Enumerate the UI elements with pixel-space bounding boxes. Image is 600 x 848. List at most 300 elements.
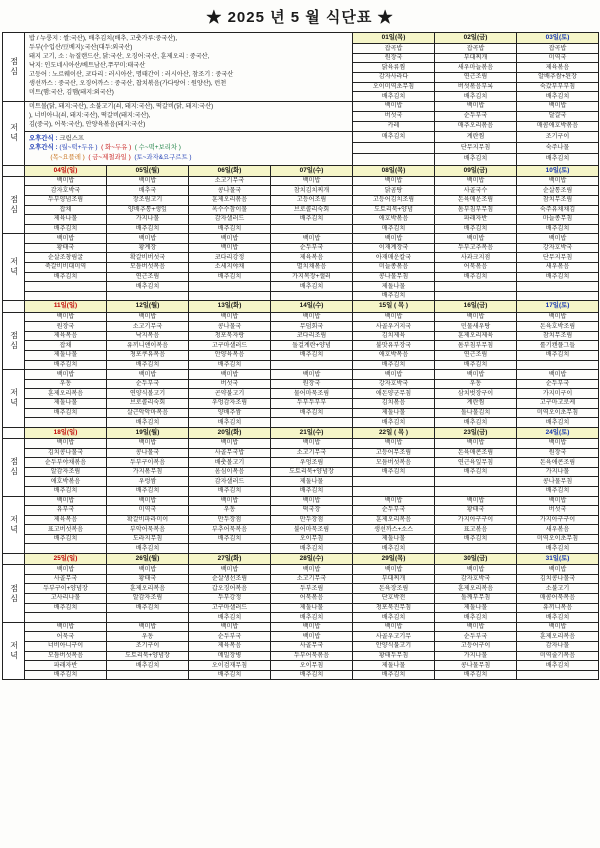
menu-cell: 백미밥 xyxy=(517,496,599,506)
menu-cell: 가지미구이 xyxy=(517,389,599,399)
menu-cell: 배추김치 xyxy=(517,544,599,554)
menu-cell: 살근악악마복음 xyxy=(107,408,189,418)
menu-cell: 백미밥 xyxy=(25,234,107,244)
menu-cell: 배추김치 xyxy=(107,224,189,234)
menu-cell: 배추김치 xyxy=(189,224,271,234)
date-header: 25일(일) xyxy=(25,554,107,565)
menu-cell: 모듬버섯복음 xyxy=(107,263,189,273)
menu-cell: 연양식볼고기 xyxy=(107,389,189,399)
menu-cell: 황태국 xyxy=(25,243,107,253)
menu-cell: 사골무국 xyxy=(271,642,353,652)
menu-cell: 배추김치 xyxy=(435,224,517,234)
menu-cell: 배추김치 xyxy=(353,92,435,102)
menu-cell: 어묵국 xyxy=(25,632,107,642)
menu-cell: 배추김치 xyxy=(25,272,107,282)
menu-cell: 돔부침부무침 xyxy=(435,205,517,215)
menu-cell: 제돌나물 xyxy=(353,282,435,292)
menu-cell: 순살통조림 xyxy=(517,186,599,196)
menu-cell: 두부구이+양념장 xyxy=(25,584,107,594)
menu-cell: 백미밥 xyxy=(25,622,107,632)
menu-cell: 제둘나물 xyxy=(25,351,107,361)
menu-cell: 새우볶음 xyxy=(517,525,599,535)
menu-cell: 어묵볶음 xyxy=(435,263,517,273)
row-label-lunch: 점심 xyxy=(3,438,25,496)
menu-cell: 배추김치 xyxy=(435,360,517,370)
menu-cell: 감자호박국 xyxy=(435,574,517,584)
menu-cell: 원장국 xyxy=(353,53,435,63)
menu-cell: 참치김치찌개 xyxy=(271,186,353,196)
menu-cell: 백미밥 xyxy=(25,176,107,186)
menu-cell: 백미밥 xyxy=(189,243,271,253)
menu-cell: 배추김치 xyxy=(107,486,189,496)
menu-cell: 제육복음 xyxy=(271,253,353,263)
menu-cell: 백미밥 xyxy=(517,234,599,244)
menu-cell: 매추김치 xyxy=(353,224,435,234)
menu-cell: 가지볶무침 xyxy=(107,467,189,477)
menu-cell: 미역줄기복음 xyxy=(517,651,599,661)
menu-cell: 순두부국 xyxy=(435,111,517,121)
menu-cell: 감자샐러드 xyxy=(189,215,271,225)
menu-cell: 새우마늘볶음 xyxy=(435,63,517,73)
menu-cell: 두부두부부 xyxy=(271,398,353,408)
menu-cell: 만두장점 xyxy=(189,515,271,525)
menu-cell: 도라지무침 xyxy=(107,534,189,544)
spacer-cell xyxy=(3,165,25,176)
allergen-notice-2: 미트볼(닭, 돼지:국산), 소불고기(쇠, 돼지:국산), 떡갈비(닭, 돼지:국산) ), 너비아니(쇠, 돼지:국산), 떡갈비(돼지:국산), 김(중국), 어묵:국산), 안양육볶음(돼지:국산) xyxy=(25,101,353,131)
menu-cell: 배춧볼고기 xyxy=(189,458,271,468)
menu-cell: 백미밥 xyxy=(189,312,271,322)
menu-cell: 황태두무침 xyxy=(353,651,435,661)
menu-cell: 백미밥 xyxy=(435,565,517,575)
date-header: 29일(목) xyxy=(353,554,435,565)
menu-cell: 배추김치 xyxy=(517,418,599,428)
menu-cell: 고등어구이 xyxy=(435,642,517,652)
menu-cell: 백미밥 xyxy=(435,312,517,322)
menu-cell: 우동 xyxy=(107,632,189,642)
menu-cell: 백미밥 xyxy=(435,438,517,448)
menu-cell: 김치볶음 xyxy=(353,398,435,408)
menu-cell: 제둘나물 xyxy=(353,534,435,544)
menu-cell: 닭곰탕 xyxy=(353,186,435,196)
menu-cell: 백미밥 xyxy=(271,438,353,448)
menu-cell: 소고기무국 xyxy=(107,322,189,332)
menu-cell: 배추김치 xyxy=(107,603,189,613)
menu-cell: 원장국 xyxy=(271,379,353,389)
date-header: 18일(일) xyxy=(25,427,107,438)
menu-cell: 백미밥 xyxy=(107,234,189,244)
menu-cell: 배추김치 xyxy=(107,282,189,292)
date-header: 09일(금) xyxy=(435,165,517,176)
date-header: 27일(화) xyxy=(189,554,271,565)
menu-cell: 브로콜리숙회 xyxy=(107,398,189,408)
menu-cell: 부대찌개 xyxy=(353,574,435,584)
menu-cell: 백미밥 xyxy=(107,176,189,186)
menu-cell: 제육나물 xyxy=(25,215,107,225)
menu-cell: 김치콩나물국 xyxy=(517,574,599,584)
spacer-cell xyxy=(3,554,25,565)
menu-cell xyxy=(517,282,599,292)
allergen-notice: 밥 / 누룽지 : 쌀:국산), 배추김치(배추, 고춧가루:중국산), 두부(수입산/豆베지):국산(대두:외국산) 돼지 고기, 소 : 뉴질랜드산, 닭:국산, 오징어:국산, 훈제오리 : 중국산, 낙지: 인도네시아산/베트남산,쭈꾸미:태국산 고등어 : 노르웨이산, 코다리 : 러시아산, 명태간이 : 러시아산, 참조기 : 중국산 생선까스 : 중국산, 오징어까스 : 중국산, 찹치볶음(가다랑어 : 원양산), 런천 미트(햄:국산, 김햄(돼지:외국산) xyxy=(25,33,353,102)
menu-cell: 배추김치 xyxy=(435,467,517,477)
menu-cell xyxy=(435,544,517,554)
menu-cell: 백미밥 xyxy=(353,312,435,322)
menu-cell: 연근조림 xyxy=(107,272,189,282)
menu-cell xyxy=(353,477,435,487)
menu-cell: 두부조림 xyxy=(271,584,353,594)
menu-cell: 알배추쌈+된장 xyxy=(517,72,599,82)
menu-cell: 유끼니복음 xyxy=(517,603,599,613)
menu-cell: 순두부야채볶음 xyxy=(25,458,107,468)
menu-cell: 떡국장 xyxy=(271,506,353,516)
menu-cell: 계란찜 xyxy=(435,398,517,408)
spacer-cell xyxy=(3,427,25,438)
menu-cell: 멸치채볶음 xyxy=(271,263,353,273)
menu-cell: 감자호박국 xyxy=(25,186,107,196)
menu-cell: 배추김치 xyxy=(517,351,599,361)
menu-cell: 오이미역초무침 xyxy=(353,82,435,92)
menu-cell xyxy=(517,670,599,680)
menu-cell xyxy=(517,291,599,301)
menu-cell: 훈제오리복음 xyxy=(107,584,189,594)
menu-cell: 배추김치 xyxy=(271,282,353,292)
menu-cell: 안양육복음 xyxy=(189,351,271,361)
menu-cell: 백미밥 xyxy=(107,622,189,632)
menu-cell: 백미밥 xyxy=(107,565,189,575)
menu-cell: 낙지복음 xyxy=(107,331,189,341)
menu-cell: 배추김치 xyxy=(353,467,435,477)
menu-cell: 순두부국 xyxy=(517,379,599,389)
menu-cell: 배추김치 xyxy=(435,154,517,165)
menu-cell: 버섯국 xyxy=(517,506,599,516)
menu-cell xyxy=(271,224,353,234)
menu-cell: 배추김치 xyxy=(517,613,599,623)
menu-cell: 배추김치 xyxy=(107,360,189,370)
menu-cell: 배추김치 xyxy=(25,408,107,418)
menu-cell xyxy=(189,282,271,292)
menu-cell: 어묵볶음 xyxy=(271,594,353,604)
date-header: 08일(목) xyxy=(353,165,435,176)
menu-cell: 원장국 xyxy=(517,448,599,458)
menu-cell: 순살생선조림 xyxy=(189,574,271,584)
menu-cell: 배추김치 xyxy=(271,486,353,496)
menu-cell: 황태국 xyxy=(435,506,517,516)
menu-cell: 백미밥 xyxy=(189,622,271,632)
menu-cell: 사과크지점 xyxy=(435,253,517,263)
menu-cell: 순두부국 xyxy=(353,506,435,516)
menu-cell: 배추김치 xyxy=(189,613,271,623)
menu-cell: 잡곡밥 xyxy=(353,44,435,54)
menu-cell: 제둘나물 xyxy=(271,477,353,487)
row-label-lunch: 점심 xyxy=(3,565,25,623)
menu-cell: 배추김치 xyxy=(353,418,435,428)
menu-cell: 가지목장+샐러 xyxy=(271,272,353,282)
menu-cell: 순살조창림굴 xyxy=(25,253,107,263)
menu-cell: 배추김치 xyxy=(189,670,271,680)
menu-cell: 부악어묵복음 xyxy=(107,525,189,535)
menu-cell: 배추김치 xyxy=(435,92,517,102)
menu-cell: 파래자반 xyxy=(435,215,517,225)
menu-cell: 백미밥 xyxy=(353,622,435,632)
menu-cell: 버섯국 xyxy=(353,111,435,121)
menu-cell xyxy=(271,291,353,301)
menu-cell xyxy=(271,360,353,370)
menu-cell: 장조림고기 xyxy=(107,195,189,205)
menu-cell: 강자호박국 xyxy=(353,379,435,389)
menu-cell: 우동 xyxy=(25,379,107,389)
menu-cell: 콩나물무침 xyxy=(353,272,435,282)
menu-cell: 닭육류찜 xyxy=(353,63,435,73)
date-header: 15일 ( 목 ) xyxy=(353,301,435,312)
menu-cell: 잡곡밥 xyxy=(517,44,599,54)
menu-cell: 돔부침부무침 xyxy=(435,341,517,351)
menu-cell: 백미밥 xyxy=(189,565,271,575)
menu-cell: 사골우거지국 xyxy=(353,322,435,332)
menu-cell: 백미밥 xyxy=(517,622,599,632)
menu-cell: 고구마샐러드 xyxy=(189,341,271,351)
menu-cell: 제육복음 xyxy=(25,331,107,341)
menu-cell: 황태국 xyxy=(107,574,189,584)
date-header: 05일(월) xyxy=(107,165,189,176)
menu-cell: 배추김치 xyxy=(271,351,353,361)
menu-cell: 애호박볶음 xyxy=(25,477,107,487)
menu-cell: 배추김치 xyxy=(517,486,599,496)
menu-cell xyxy=(353,142,435,153)
date-header: 19일(월) xyxy=(107,427,189,438)
menu-cell xyxy=(25,613,107,623)
menu-cell: 매추오리볶음 xyxy=(435,121,517,131)
menu-cell xyxy=(517,360,599,370)
menu-cell: 백미밥 xyxy=(107,496,189,506)
menu-cell: 배추김치 xyxy=(189,418,271,428)
menu-cell: 백미밥 xyxy=(25,370,107,380)
menu-cell: 불어마묵조림 xyxy=(271,525,353,535)
menu-cell: 배추김치 xyxy=(107,544,189,554)
menu-cell: 버섯국 xyxy=(189,379,271,389)
menu-cell: 도토리묵+양념 xyxy=(353,205,435,215)
menu-cell: 배추김치 xyxy=(353,291,435,301)
menu-cell: 연근조림 xyxy=(435,351,517,361)
menu-cell: 소고기무국 xyxy=(189,176,271,186)
date-header: 28일(수) xyxy=(271,554,353,565)
menu-cell: 김치제육 xyxy=(353,331,435,341)
menu-cell: 감자샐러드 xyxy=(189,477,271,487)
menu-cell: 도토리묵+양념장 xyxy=(107,651,189,661)
menu-cell: 안양식불고기 xyxy=(353,642,435,652)
menu-cell: 소불고기 xyxy=(517,584,599,594)
menu-cell: 연근육잎무침 xyxy=(435,458,517,468)
menu-cell: 애호박복음 xyxy=(353,351,435,361)
row-label-lunch: 점심 xyxy=(3,176,25,234)
menu-cell: 만두장점 xyxy=(271,515,353,525)
menu-cell: 옥수수참이물 xyxy=(189,205,271,215)
menu-cell xyxy=(435,477,517,487)
menu-cell: 확갈비파라미이 xyxy=(107,515,189,525)
menu-cell: 백미밥 xyxy=(435,176,517,186)
menu-cell: 사골무국밥 xyxy=(189,448,271,458)
menu-cell: 백미밥 xyxy=(25,438,107,448)
menu-cell: 배추김치 xyxy=(189,486,271,496)
menu-cell: 우동 xyxy=(435,379,517,389)
spacer-cell xyxy=(3,301,25,312)
menu-cell: 백미밥 xyxy=(353,565,435,575)
menu-cell: 새우볶음 xyxy=(517,263,599,273)
date-header: 17일(토) xyxy=(517,301,599,312)
menu-cell: 민물새우탕 xyxy=(435,322,517,332)
menu-cell: 돈육호박조림 xyxy=(517,322,599,332)
menu-cell xyxy=(107,613,189,623)
menu-cell: 알감자조림 xyxy=(25,467,107,477)
date-header: 13일(화) xyxy=(189,301,271,312)
menu-cell: 무덤회국 xyxy=(271,322,353,332)
menu-cell: 제둘나물 xyxy=(353,661,435,671)
menu-cell: 배추김치 xyxy=(435,534,517,544)
menu-cell: 백미밥 xyxy=(271,176,353,186)
menu-cell: 백미밥 xyxy=(517,565,599,575)
menu-cell: 매추김치 xyxy=(353,131,435,142)
menu-cell xyxy=(25,418,107,428)
menu-cell: 양배추통+생잎 xyxy=(107,205,189,215)
menu-cell: 백미밥 xyxy=(25,312,107,322)
menu-cell: 모듬버섯복음 xyxy=(25,651,107,661)
menu-cell: 소고기무국 xyxy=(271,448,353,458)
menu-cell: 애돈양군무침 xyxy=(353,389,435,399)
date-header: 03일(토) xyxy=(517,33,599,44)
menu-cell: 제둘나물 xyxy=(353,408,435,418)
menu-cell: 백미밥 xyxy=(189,496,271,506)
menu-cell: 두부구이복음 xyxy=(107,458,189,468)
menu-cell: 버섯볶음부록 xyxy=(435,82,517,92)
menu-cell: 미역국 xyxy=(107,506,189,516)
menu-cell: 원장국 xyxy=(25,322,107,332)
menu-cell: 쳥포쿠유복음 xyxy=(107,351,189,361)
menu-cell: 참치무조림 xyxy=(517,331,599,341)
menu-cell: 배추김치 xyxy=(353,360,435,370)
menu-cell: 백미밥 xyxy=(517,101,599,111)
menu-cell: 배추김치 xyxy=(353,670,435,680)
menu-cell: 배추김치 xyxy=(25,603,107,613)
row-label-lunch: 점심 xyxy=(3,33,25,102)
menu-cell: 백미밥 xyxy=(25,496,107,506)
menu-cell: 백미밥 xyxy=(107,438,189,448)
menu-cell: 훈제오리제육 xyxy=(435,331,517,341)
date-header: 04일(일) xyxy=(25,165,107,176)
menu-cell: 백미밥 xyxy=(353,176,435,186)
menu-cell: 두부어묵볶음 xyxy=(271,651,353,661)
date-header: 21일(수) xyxy=(271,427,353,438)
date-header: 11일(일) xyxy=(25,301,107,312)
row-label-dinner: 저녁 xyxy=(3,622,25,680)
menu-cell: 미늘종볶음 xyxy=(353,263,435,273)
menu-cell: 제둘나물 xyxy=(435,603,517,613)
menu-cell: 백미밥 xyxy=(435,234,517,244)
menu-cell: 마늘종무침 xyxy=(517,215,599,225)
menu-cell: 훈제오리볶음 xyxy=(189,195,271,205)
menu-cell: 돌걸계란+양념 xyxy=(271,341,353,351)
menu-cell: 가지아구구이 xyxy=(517,515,599,525)
menu-cell xyxy=(25,291,107,301)
menu-cell: 백미밥 xyxy=(517,312,599,322)
menu-cell: 돌깨부무침 xyxy=(435,594,517,604)
menu-cell: 백미밥 xyxy=(271,234,353,244)
date-header: 12일(월) xyxy=(107,301,189,312)
menu-cell: 백미밥 xyxy=(271,622,353,632)
menu-cell: 백미밥 xyxy=(517,370,599,380)
menu-cell: 코다리조림 xyxy=(271,331,353,341)
menu-cell: 조기구이 xyxy=(517,131,599,142)
menu-cell: 백미밥 xyxy=(353,101,435,111)
menu-cell: 가지아구구이 xyxy=(435,515,517,525)
menu-cell: 가지나물 xyxy=(517,467,599,477)
menu-cell: 배추김치 xyxy=(271,613,353,623)
row-label-dinner: 저녁 xyxy=(3,101,25,165)
menu-cell: 이재계장국 xyxy=(353,243,435,253)
menu-cell: 백미밥 xyxy=(435,101,517,111)
menu-cell: 숙주유채채김 xyxy=(517,205,599,215)
menu-cell: 가지나물 xyxy=(107,215,189,225)
menu-cell: 도토리묵+양념장 xyxy=(271,467,353,477)
menu-cell: 숙갔부부부침 xyxy=(517,82,599,92)
menu-cell: 백미밥 xyxy=(353,438,435,448)
menu-cell: 코다리강정 xyxy=(189,253,271,263)
date-header: 24일(토) xyxy=(517,427,599,438)
menu-cell: 순두부국 xyxy=(435,632,517,642)
menu-cell: 고등어무조림 xyxy=(353,448,435,458)
menu-cell: 청포묵진무침 xyxy=(353,603,435,613)
menu-cell: 알감자조림 xyxy=(107,594,189,604)
date-header: 06일(화) xyxy=(189,165,271,176)
row-label-lunch: 점심 xyxy=(3,312,25,370)
menu-cell: 백미밥 xyxy=(271,565,353,575)
menu-cell xyxy=(353,486,435,496)
date-header: 31일(토) xyxy=(517,554,599,565)
snack-notice: 오후간식 : 크림스프 오후간식 : (월~떡+두유 ) ( 화~두유 ) ( 수~떡+보리차 ) (목~요플레 ) ( 금~제철과일 ) (토~과자&요구르트 ) xyxy=(25,131,353,165)
menu-cell: 삼치벗장구이 xyxy=(435,389,517,399)
date-header: 26일(월) xyxy=(107,554,189,565)
menu-cell: 제육볶음 xyxy=(517,63,599,73)
menu-cell: 고등어조림 xyxy=(271,195,353,205)
menu-cell: 돌나물김치 xyxy=(435,408,517,418)
menu-cell: 가지나물 xyxy=(435,651,517,661)
menu-cell: 배추김치 xyxy=(271,544,353,554)
menu-cell: 배추김치 xyxy=(353,613,435,623)
menu-cell: 배추김치 xyxy=(25,224,107,234)
menu-cell: 순두부국 xyxy=(189,632,271,642)
menu-cell: 고구마고로케 xyxy=(517,398,599,408)
date-header: 02일(금) xyxy=(435,33,517,44)
menu-cell xyxy=(353,154,435,165)
menu-cell: 돈육매콘조림 xyxy=(435,448,517,458)
menu-cell: 잡채 xyxy=(25,205,107,215)
menu-cell: 배추김치 xyxy=(189,534,271,544)
menu-cell: 돈육매운조림 xyxy=(435,195,517,205)
menu-cell: 애호박볶음 xyxy=(353,215,435,225)
date-header: 20일(화) xyxy=(189,427,271,438)
menu-cell: 배추김치 xyxy=(435,272,517,282)
menu-cell: 표고버섯복음 xyxy=(25,525,107,535)
row-label-dinner: 저녁 xyxy=(3,234,25,301)
menu-cell: 고사리나물 xyxy=(25,594,107,604)
menu-cell: 훈제오리복음 xyxy=(353,515,435,525)
menu-cell: 훈제오리복음 xyxy=(435,584,517,594)
menu-cell: 사골우고기무 xyxy=(353,632,435,642)
menu-cell: 고구마샐러드 xyxy=(189,603,271,613)
menu-cell: 콩나물국 xyxy=(107,448,189,458)
menu-cell: 카레 xyxy=(353,121,435,131)
menu-cell: 곤약불고기 xyxy=(189,389,271,399)
menu-cell: 표고볶음 xyxy=(435,525,517,535)
menu-cell: 두부양념조림 xyxy=(25,195,107,205)
menu-cell: 배추김치 xyxy=(271,408,353,418)
